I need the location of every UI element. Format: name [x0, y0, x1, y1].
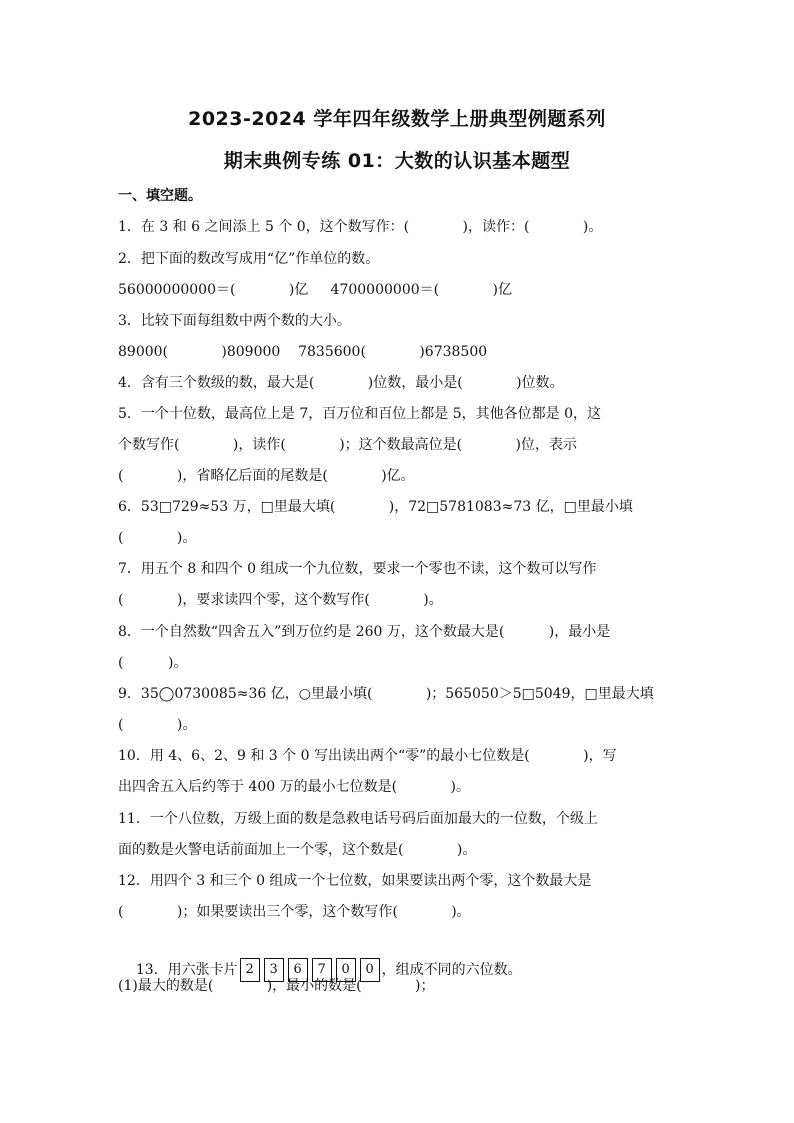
number-card: 7	[312, 958, 332, 982]
question-line: 面的数是火警电话前面加上一个零，这个数是( )。	[118, 842, 477, 858]
question-line: 6．53□729≈53 万，□里最大填( )，72□5781083≈73 亿，□里最小填	[118, 499, 633, 515]
question-line: ( )，要求读四个零，这个数写作( )。	[118, 592, 443, 608]
question-line: 56000000000＝( )亿 4700000000＝( )亿	[118, 282, 512, 298]
question-line: 10．用 4、6、2、9 和 3 个 0 写出读出两个“零”的最小七位数是( )，写	[118, 748, 617, 764]
number-card: 0	[360, 958, 380, 982]
question-line: 9．35◯0730085≈36 亿，○里最小填( )；565050＞5□5049，□里最大填	[118, 686, 654, 702]
question-line: ( )。	[118, 530, 197, 546]
question-line: 8．一个自然数“四舍五入”到万位约是 260 万，这个数最大是( )，最小是	[118, 624, 611, 640]
question-line: ( )。	[118, 655, 188, 671]
question-line: 4．含有三个数级的数，最大是( )位数，最小是( )位数。	[118, 375, 564, 391]
question-line: ( )，省略亿后面的尾数是( )亿。	[118, 468, 415, 484]
worksheet-title: 2023-2024 学年四年级数学上册典型例题系列	[188, 108, 606, 130]
number-card: 3	[264, 958, 284, 982]
question-line: 1．在 3 和 6 之间添上 5 个 0，这个数写作：( )，读作：( )。	[118, 219, 603, 235]
question-line: 5．一个十位数，最高位上是 7，百万位和百位上都是 5，其他各位都是 0，这	[118, 406, 601, 422]
question-line: 12．用四个 3 和三个 0 组成一个七位数，如果要读出两个零，这个数最大是	[118, 873, 592, 889]
number-card: 2	[240, 958, 260, 982]
question-line: 出四舍五入后约等于 400 万的最小七位数是( )。	[118, 779, 470, 795]
question-line: 89000( )809000 7835600( )6738500	[118, 344, 488, 360]
number-card: 6	[288, 958, 308, 982]
worksheet-subtitle: 期末典例专练 01：大数的认识基本题型	[223, 150, 571, 172]
question-13-suffix: ，组成不同的六位数。	[381, 962, 522, 978]
question-line: 个数写作( )，读作( )；这个数最高位是( )位，表示	[118, 437, 577, 453]
question-line: ( )。	[118, 717, 197, 733]
question-line: 7．用五个 8 和四个 0 组成一个九位数，要求一个零也不读，这个数可以写作	[118, 561, 597, 577]
question-line: ( )；如果要读出三个零，这个数写作( )。	[118, 904, 471, 920]
question-line: 11．一个八位数，万级上面的数是急救电话号码后面加最大的一位数，个级上	[118, 811, 598, 827]
question-line: 2．把下面的数改写成用“亿”作单位的数。	[118, 251, 380, 267]
question-line: 3．比较下面每组数中两个数的大小。	[118, 313, 351, 329]
question-13-prefix: 13．用六张卡片	[135, 962, 238, 978]
number-card: 0	[336, 958, 356, 982]
section-heading: 一、填空题。	[118, 188, 202, 204]
question-13-sub1: (1)最大的数是( )，最小的数是( )；	[118, 978, 435, 994]
